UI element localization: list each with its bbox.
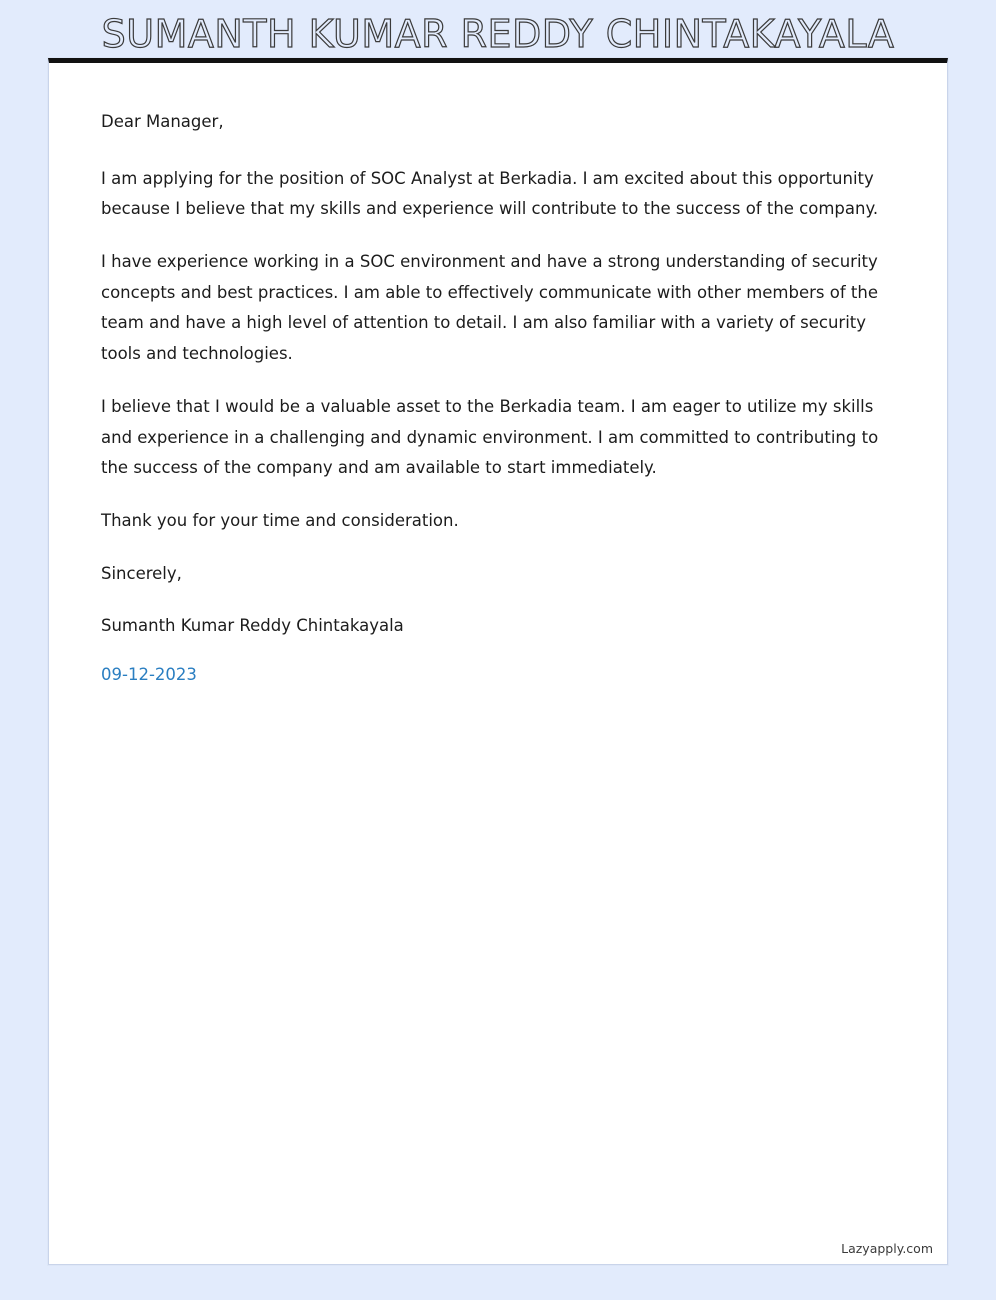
- letter-date: 09-12-2023: [101, 664, 197, 684]
- letter-signer-name: Sumanth Kumar Reddy Chintakayala: [101, 616, 404, 636]
- letter-salutation: Dear Manager,: [101, 112, 224, 131]
- letter-paragraph-4: Thank you for your time and consideration.: [101, 510, 459, 530]
- page-title: SUMANTH KUMAR REDDY CHINTAKAYALA: [101, 12, 895, 56]
- letter-paragraph-1: I am applying for the position of SOC Analyst at Berkadia. I am excited about this opportunity because I believe that my skills and experience will contribute to the success of the company.: [101, 168, 879, 219]
- letter-body: [49, 63, 947, 691]
- letter-signoff: Sincerely,: [101, 563, 182, 583]
- letter-paragraph-2: I have experience working in a SOC environment and have a strong understanding of security concepts and best practices. I am able to effectively communicate with other members of the team and have a high level of attention to detail. I am also familiar with a variety of security tools and technologies.: [101, 252, 878, 364]
- document-header: [18, 12, 978, 54]
- letter-paragraph-3: I believe that I would be a valuable asset to the Berkadia team. I am eager to utilize my skills and experience in a challenging and dynamic environment. I am committed to contributing to the success of the company and am available to start immediately.: [101, 396, 879, 478]
- letter-sheet: [48, 58, 948, 1265]
- watermark-label: Lazyapply.com: [841, 1241, 933, 1256]
